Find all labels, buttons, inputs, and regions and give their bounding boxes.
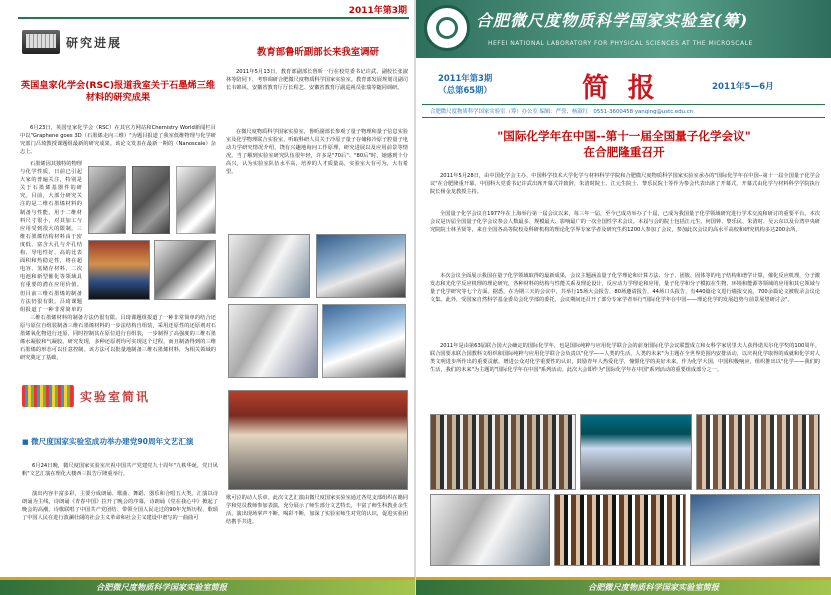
graphene-sample-photo <box>176 166 216 234</box>
conference-audience-photo-1 <box>430 414 576 490</box>
research-para-2: 石墨烯因其独特的物理与化学性质，日前已引起大家的普遍关注，特别是关于石墨烯基器件的研究。目前，大部分研究关注的是二维石墨烯材料的制备与性能。用于二维材料尺寸很小，对其加工与应用受到很大的限制。三维石墨烯结构材料由于密度低、富含大孔与介孔结构、导电性好、高的比表面积和热稳定性，将在超电容、氢储存材料、二次电池和新型催化等领域具有重要的潜在应用价值。但目前三维石墨烯的制备方法仍很有限。吕琦课题组报道了一种非常简单的 <box>20 161 82 312</box>
performance-photo <box>228 390 408 490</box>
issue-number: 2011年第3期 <box>438 73 493 83</box>
visit-photo-meeting <box>322 304 406 378</box>
masthead-subtitle: HEFEI NATIONAL LABORATORY FOR PHYSICAL SCIENCES AT THE MICROSCALE <box>488 40 753 47</box>
main-para-4: 2011年是由第63届联合国大会确定的国际化学年，也是国际纯粹与应用化学联合会的前身国际化学会议联盟成立和女科学家居里夫人获得诺贝尔化学奖的100周年。联合国要求联合国教科文组织和国际纯粹与应用化学联合会负责以"化学——人类的生活，人类的未来"为主题在全世界范围内安排活动，以庆祝化学取得的成就和化学对人类文明进步所作出的重要贡献，增进公众对化学重要性的认识，鼓励青年人热爱化学，憧憬化学的美好未来。作为化学大国，中国积极响应，组织推出以"化学——我们的生活，我们的未来"为主题的"国际化学年在中国"系列活动。此次大会即作为"国际化学年在中国"系列活动的重要组成部分之一。 <box>430 343 820 374</box>
main-headline-line2: 在合肥隆重召开 <box>583 145 665 159</box>
masthead-title: 合肥微尺度物质科学国家实验室(筹) <box>476 11 749 30</box>
conference-crowd-photo <box>554 494 686 566</box>
issue-block <box>438 72 492 96</box>
research-section-heading: 研究进展 <box>66 35 123 50</box>
brief-section-header <box>22 385 150 407</box>
left-page <box>0 0 415 595</box>
lab-logo <box>424 5 470 51</box>
brief-headline-wrap <box>22 436 218 448</box>
issue-tag: 2011年第3期 <box>348 6 407 16</box>
conference-stage-photo <box>580 414 692 490</box>
brief-para-3: 歌可泣的动人乐章。此次文艺汇演由微尺度国家实验室通过各党支部组织在籍同学和党员教师参加表演，充分展示了师生部分文艺特长，丰富了师生科教业余生活，演出现场掌声不断，喝彩不断，加深了实验室师生对党的认识，促进实验团结携手共进。 <box>226 495 408 526</box>
main-para-1: 2011年5月28日，由中国化学会主办、中国科学技术大学化学与材料科学学院和合肥微尺度物质科学国家实验室承办的"国际化学年在中国--第十一届全国量子化学会议"在合肥隆重开幕。中国科大党委书记许武出席开幕式并致辞，朱清时院士、江元生院士、黎乐民院士等作为参会代表出席了开幕式，开幕式由化学与材料科学学院执行院长杨金龙教授主持。 <box>430 173 820 196</box>
editor-rule-top <box>422 104 825 105</box>
main-para-2: 全国量子化学会议自1977年在上海举行第一届会议以来，每三年一届，至今已成功举办了十届，已成为我国量子化学领域研究进行学术交流和研讨的重要平台。本次会议是历届全国量子化学会议参会人数最多、规模最大、影响最广的一次全国性学术会议。本届与会的院士包括江元生、何国钟、黎乐民、朱清时、吴云东以及台湾中央研究院院士林圣贤等，来自全国各高等院校及科研机构的理论化学界专家学者及研究生约1200人参加了会议，参加此次会议的高水平高校和研究机构多达200余所。 <box>430 211 820 234</box>
brief-para-1: 6月24日晚，微尺度国家实验室庆祝中国共产党建党九十周年"九秩华诞，党日风帆"文艺汇演在理化大楼西三报告厅隆重举行。 <box>22 463 218 478</box>
main-para-3: 本次会议全面展示我国在量子化学领域取得的最新成果，会议主题涵盖量子化学理论和计算方法、分子、团簇、固体等的电子结构和谱学计算，催化反应机理，分子激发态和光化学反应机理的理论研究，各种材料的结构与性能关系及理论设计，反应动力学理论和应用，量子化学和分子模拟在生物、环境和能源等领域的应用和其它领域与量子化学研究等七个方面。据悉，在为期三天的会议中，共举行15场大会报告，80场邀请报告，44场口头报告，有440篇论文进行墙报交流，700余篇论文被收录会议论文集。此外，受国家自然科学基金委员会化学部的委托，会议期间还召开了部分专家学者举行"国际化学年在中国——理论化学的发展趋势与前景展望研讨会"。 <box>430 273 820 304</box>
main-headline-line1: "国际化学年在中国--第十一届全国量子化学会议" <box>497 129 751 143</box>
footer-text-left: 合肥微尺度物质科学国家实验室简报 <box>96 582 228 592</box>
pencils-icon <box>22 385 74 407</box>
top-rule <box>18 17 409 19</box>
editor-rule-bottom <box>422 117 825 118</box>
research-para-1: 6月23日，英国皇家化学会（RSC）在其官方网站和Chemistry World新闻栏目中以"Graphene goes 3D（石墨烯走向三维）"为题目报道了我室低维物理与化学研究部门吕琦教授课题组最新的研究成果。该论文发表在最新一期的（Nanoscale）杂志上。 <box>20 125 216 156</box>
brief-para-2: 演出内容丰富多彩，主要分成朗诵、歌曲、舞蹈、器乐和合唱五大类。汇演以诗朗诵为主线，诗朗诵《青春中国》拉开了晚会的序幕，诗朗诵《党在我心中》掀起了晚会的高潮，诗歌联唱了中国共产党团结、带领全国人民走过的90年光辉历程，歌颂了中国人民在进行波澜壮阔的社会主义革命和社会主义建设中谱写的一曲曲可 <box>22 491 218 522</box>
graphene-hydrogel-photo <box>88 166 126 234</box>
brief-title: 简 报 <box>582 73 655 104</box>
sem-image-figure <box>88 240 150 300</box>
research-para-2-narrow <box>20 160 82 312</box>
news-headline: 教育部鲁昕副部长来我室调研 <box>257 47 379 58</box>
brief-headline: 微尺度国家实验室成功举办建党90周年文艺汇演 <box>31 437 194 446</box>
news-para-1: 2011年5月13日，教育部副部长鲁昕一行在校党委书记许武、副校长张淑林等陪同下，考察调研合肥微尺度物质科学国家实验室。教育部发展规划司副司长韦锦风、安徽省教育厅厅长程艺、安徽省教育厅副巡视员张瑞等随同调研。 <box>226 69 408 92</box>
research-para-2-cont: 三维石墨烯材料的制备方法仍很有限。吕琦课题组报道了一种非常简单的结合还原与原位自组装制备三维石墨烯材料的一步法结构自组装，采用还原性的还原剂对石墨烯氧化物进行还原，同时控制其在原位进行自组装，一步制得了高强度的三维石墨烯水凝胶和气凝胶。研究发现，多种还原剂均可实现这个过程，而且制备得到的三维石墨烯的形态可以任意控制。该方法可以批量地制备三维石墨烯材料，为相关领域的研究奠定了基础。 <box>20 315 216 362</box>
conference-speaker-photo <box>430 494 550 566</box>
right-page <box>416 0 831 595</box>
date-range: 2011年5—6月 <box>712 82 774 92</box>
editor-line: 合肥微尺度物质科学国家实验室（筹）办公室 编辑：严誉、杨淑红 0551-3600458 yanqing@ustc.edu.cn <box>430 109 694 115</box>
visit-photo-lab <box>228 234 310 298</box>
bullet-icon: ■ <box>22 438 32 446</box>
graphene-aerogel-photo <box>132 166 170 234</box>
masthead-banner <box>416 0 831 58</box>
book-icon <box>22 30 60 54</box>
conference-group-photo <box>690 494 820 566</box>
visit-photo-talk <box>228 304 318 378</box>
main-headline <box>424 128 824 160</box>
footer-text-right: 合肥微尺度物质科学国家实验室简报 <box>588 582 720 592</box>
visit-photo-group <box>316 234 406 298</box>
research-section-header <box>22 30 122 54</box>
research-headline: 英国皇家化学会(RSC)报道我室关于石墨烯三维材料的研究成果 <box>20 80 216 103</box>
issue-total: （总第65期） <box>438 85 492 95</box>
microstructure-figure <box>154 240 216 300</box>
conference-audience-photo-2 <box>696 414 820 490</box>
brief-section-heading: 实验室简讯 <box>80 389 151 404</box>
news-para-2: 在微尺度物质科学国家实验室，鲁昕副部长参观了量子物理和量子信息实验室及化学物理联合实验室，听取科研人员关于冷原子量子存储和冷原子腔量子电动力学研究情况介绍，饶有兴趣地询问工作原理、研究进展以及应用前景等情况。当了解到实验室研究队伍很年轻，许多是"70后"、"80后"时，她感到十分高兴，认为实验室队伍水平高，培养的人才质量高，实验室大有可为，大有希望。 <box>226 129 408 176</box>
